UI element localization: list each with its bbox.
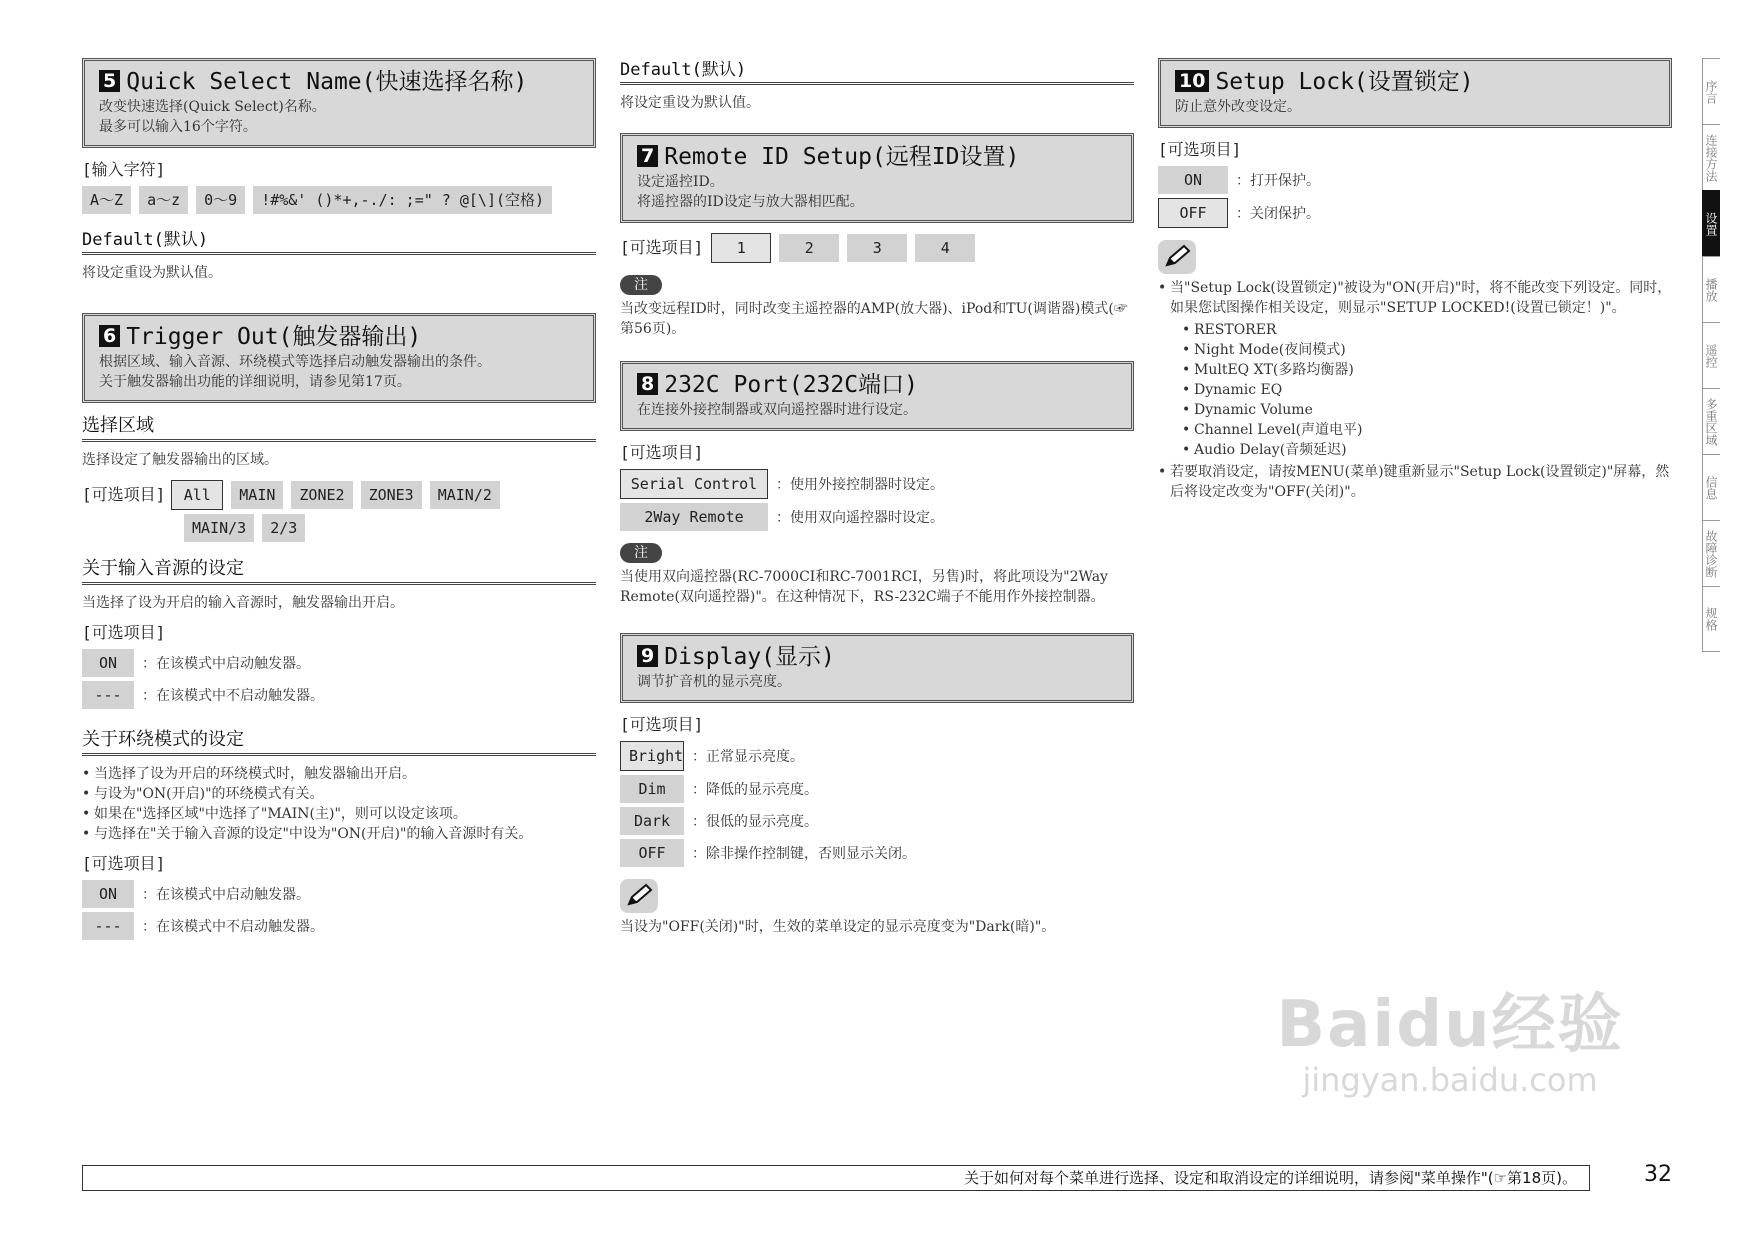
option-chip[interactable]: Dim [620, 775, 684, 803]
options-label: [可选项目] [82, 623, 166, 642]
chapter-tab-multizone[interactable]: 多重区域 [1702, 388, 1720, 454]
lock-option [1158, 166, 1672, 194]
watermark-main: Baidu经验 [1276, 988, 1624, 1062]
note-text: 当改变远程ID时，同时改变主遥控器的AMP(放大器)、iPod和TU(调谐器)模式(☞第56页)。 [620, 301, 1128, 337]
option-chip[interactable]: Bright [620, 741, 684, 771]
section-title [99, 322, 579, 352]
pencil-icon [1158, 240, 1196, 274]
zone-text: 选择设定了触发器输出的区域。 [82, 452, 278, 468]
section-number: 9 [637, 645, 658, 667]
port-option [620, 503, 1134, 531]
locked-item: • Dynamic EQ [1182, 380, 1672, 400]
bullet-item: • 与设为"ON(开启)"的环绕模式有关。 [82, 784, 596, 804]
zone-option[interactable]: ZONE2 [291, 481, 352, 509]
option-chip[interactable]: 2Way Remote [620, 503, 768, 531]
surround-option-on [82, 880, 596, 908]
section-title-text: Quick Select Name(快速选择名称) [126, 69, 528, 95]
chapter-tab-playback[interactable]: 播放 [1702, 256, 1720, 322]
note-badge: 注 [620, 275, 662, 295]
id-option[interactable]: 3 [847, 234, 907, 262]
section-title [99, 67, 579, 97]
port-option [620, 469, 1134, 499]
option-text: ：在该模式中不启动触发器。 [142, 688, 324, 704]
option-text: ：降低的显示亮度。 [692, 782, 818, 798]
section-desc: 将遥控器的ID设定与放大器相匹配。 [637, 194, 864, 210]
option-text: ：除非操作控制键，否则显示关闭。 [692, 846, 916, 862]
surround-heading: 关于环绕模式的设定 [82, 727, 596, 756]
section-number: 10 [1175, 70, 1209, 92]
option-chip[interactable]: --- [82, 681, 134, 709]
section-number: 5 [99, 70, 120, 92]
section-number: 6 [99, 325, 120, 347]
option-chip[interactable]: ON [82, 649, 134, 677]
default-text: 将设定重设为默认值。 [82, 265, 222, 281]
option-text: ：打开保护。 [1236, 173, 1320, 189]
zone-options-row [82, 480, 596, 510]
display-option [620, 839, 1134, 867]
chapter-tabs [1702, 58, 1754, 652]
options-label: [可选项目] [1158, 140, 1242, 159]
locked-item: • Audio Delay(音频延迟) [1182, 440, 1672, 460]
bullet-item: • 若要取消设定，请按MENU(菜单)键重新显示"Setup Lock(设置锁定)"屏幕，然后将设定改变为"OFF(关闭)"。 [1158, 462, 1672, 502]
column-2 [620, 58, 1134, 937]
section-desc: 调节扩音机的显示亮度。 [637, 674, 791, 690]
baidu-watermark [1240, 990, 1660, 1100]
section-quick-select-name [82, 58, 596, 148]
section-desc: 设定遥控ID。 [637, 174, 724, 190]
option-text: ：正常显示亮度。 [692, 749, 804, 765]
pencil-icon [620, 879, 658, 913]
section-desc: 在连接外接控制器或双向遥控器时进行设定。 [637, 402, 917, 418]
locked-item: • RESTORER [1182, 320, 1672, 340]
option-chip[interactable]: OFF [1158, 198, 1228, 228]
column-3 [1158, 58, 1672, 502]
option-chip[interactable]: OFF [620, 839, 684, 867]
section-title [637, 142, 1117, 172]
char-chip: a～z [139, 186, 188, 214]
bullet-item: • 如果在"选择区域"中选择了"MAIN(主)"，则可以设定该项。 [82, 804, 596, 824]
option-text: ：在该模式中不启动触发器。 [142, 919, 324, 935]
zone-heading: 选择区域 [82, 413, 596, 442]
option-text: ：关闭保护。 [1236, 206, 1320, 222]
section-desc: 防止意外改变设定。 [1175, 99, 1301, 115]
section-title [637, 642, 1117, 672]
source-option-off [82, 681, 596, 709]
section-desc: 最多可以输入16个字符。 [99, 119, 257, 135]
locked-item: • Dynamic Volume [1182, 400, 1672, 420]
section-number: 7 [637, 145, 658, 167]
section-trigger-out [82, 313, 596, 403]
chapter-tab-connections[interactable]: 连接方法 [1702, 124, 1720, 190]
section-title [1175, 67, 1655, 97]
options-label: [可选项目] [620, 238, 704, 257]
section-display [620, 633, 1134, 703]
section-232c-port [620, 361, 1134, 431]
pencil-note: 当设为"OFF(关闭)"时，生效的菜单设定的显示亮度变为"Dark(暗)"。 [620, 919, 1056, 935]
zone-option[interactable]: MAIN/2 [430, 481, 500, 509]
display-option [620, 741, 1134, 771]
section-title-text: Remote ID Setup(远程ID设置) [664, 144, 1020, 170]
section-desc: 关于触发器输出功能的详细说明，请参见第17页。 [99, 374, 411, 390]
options-label: [可选项目] [620, 443, 704, 462]
note-text: 当使用双向遥控器(RC-7000CI和RC-7001RCI，另售)时，将此项设为"2Way Remote(双向遥控器)"。在这种情况下，RS-232C端子不能用作外接控制器。 [620, 569, 1108, 605]
lock-option [1158, 198, 1672, 228]
watermark-sub: jingyan.baidu.com [1302, 1061, 1598, 1099]
input-chars-row [82, 186, 596, 214]
section-setup-lock [1158, 58, 1672, 128]
source-heading: 关于输入音源的设定 [82, 556, 596, 585]
surround-option-off [82, 912, 596, 940]
section-remote-id-setup [620, 133, 1134, 223]
note-badge: 注 [620, 543, 662, 563]
chapter-tab-intro[interactable]: 序言 [1702, 58, 1720, 124]
char-chip: !#%&' ()*+,-./: ;=" ? @[\](空格) [253, 186, 552, 214]
display-option [620, 807, 1134, 835]
option-chip[interactable]: --- [82, 912, 134, 940]
locked-item: • Channel Level(声道电平) [1182, 420, 1672, 440]
lock-notes [1158, 278, 1672, 502]
bullet-text: 当"Setup Lock(设置锁定)"被设为"ON(开启)"时，将不能改变下列设定。同时，如果您试图操作相关设定，则显示"SETUP LOCKED!(设置已锁定！)"。 [1170, 280, 1672, 316]
option-chip[interactable]: ON [1158, 166, 1228, 194]
locked-item: • MultEQ XT(多路均衡器) [1182, 360, 1672, 380]
zone-option[interactable]: 2/3 [262, 514, 305, 542]
option-text: ：在该模式中启动触发器。 [142, 656, 310, 672]
zone-option[interactable]: MAIN [231, 481, 283, 509]
id-options-row [620, 233, 1134, 263]
chapter-tab-specs[interactable]: 规格 [1702, 586, 1720, 652]
option-text: ：很低的显示亮度。 [692, 814, 818, 830]
chapter-tab-info[interactable]: 信息 [1702, 454, 1720, 520]
options-label: [可选项目] [82, 485, 166, 504]
option-text: ：在该模式中启动触发器。 [142, 887, 310, 903]
zone-option[interactable]: MAIN/3 [184, 514, 254, 542]
default-heading: Default(默认) [82, 228, 596, 255]
option-text: ：使用双向遥控器时设定。 [776, 510, 944, 526]
section-desc: 根据区域、输入音源、环绕模式等选择启动触发器输出的条件。 [99, 354, 491, 370]
section-title-text: 232C Port(232C端口) [664, 372, 918, 398]
default-text: 将设定重设为默认值。 [620, 95, 760, 111]
surround-bullets [82, 764, 596, 844]
id-option[interactable]: 2 [779, 234, 839, 262]
chapter-tab-remote[interactable]: 遥控 [1702, 322, 1720, 388]
char-chip: 0～9 [196, 186, 245, 214]
chapter-tab-setup[interactable]: 设置 [1702, 190, 1720, 256]
column-1 [82, 58, 596, 944]
footer-reference: 关于如何对每个菜单进行选择、设定和取消设定的详细说明，请参阅"菜单操作"(☞第18页)。 [82, 1165, 1590, 1191]
locked-item: • Night Mode(夜间模式) [1182, 340, 1672, 360]
zone-option-all[interactable]: All [171, 480, 223, 510]
section-title-text: Display(显示) [664, 644, 835, 670]
section-desc: 改变快速选择(Quick Select)名称。 [99, 99, 326, 115]
chapter-tab-troubleshooting[interactable]: 故障诊断 [1702, 520, 1720, 586]
option-chip[interactable]: ON [82, 880, 134, 908]
source-option-on [82, 649, 596, 677]
options-label: [可选项目] [82, 854, 166, 873]
input-chars-label: [输入字符] [82, 160, 166, 179]
option-chip[interactable]: Dark [620, 807, 684, 835]
bullet-item: • 与选择在"关于输入音源的设定"中设为"ON(开启)"的输入音源时有关。 [82, 824, 596, 844]
section-title [637, 370, 1117, 400]
zone-options-row-2 [82, 514, 596, 542]
zone-option[interactable]: ZONE3 [361, 481, 422, 509]
option-chip[interactable]: Serial Control [620, 469, 768, 499]
locked-items-list [1170, 320, 1672, 460]
bullet-item: • 当选择了设为开启的环绕模式时，触发器输出开启。 [82, 764, 596, 784]
options-label: [可选项目] [620, 715, 704, 734]
display-option [620, 775, 1134, 803]
id-option[interactable]: 4 [915, 234, 975, 262]
default-heading: Default(默认) [620, 58, 1134, 85]
section-title-text: Trigger Out(触发器输出) [126, 324, 422, 350]
section-number: 8 [637, 373, 658, 395]
id-option[interactable]: 1 [711, 233, 771, 263]
bullet-item [1158, 278, 1672, 460]
section-title-text: Setup Lock(设置锁定) [1215, 69, 1474, 95]
option-text: ：使用外接控制器时设定。 [776, 477, 944, 493]
source-text: 当选择了设为开启的输入音源时，触发器输出开启。 [82, 595, 404, 611]
char-chip: A～Z [82, 186, 131, 214]
page-number: 32 [1644, 1162, 1672, 1187]
